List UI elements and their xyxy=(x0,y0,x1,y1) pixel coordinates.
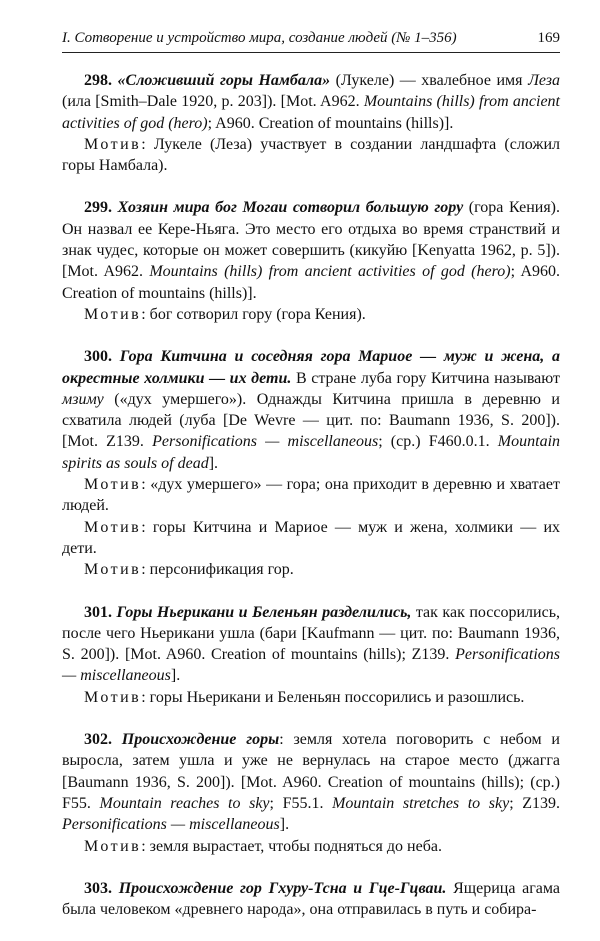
entry-heading: Происхождение горы xyxy=(121,731,280,749)
entry-heading: Горы Ньерикани и Беленьян разделились, xyxy=(116,603,412,621)
entry-number: 299. xyxy=(84,199,112,217)
entry-body-italic: Personifications — miscellaneous xyxy=(62,816,280,834)
entry-body: ]. xyxy=(208,454,219,472)
entry-text xyxy=(62,602,560,687)
motif-text: : горы Китчина и Мариое — муж и жена, холмики — их дети. xyxy=(62,518,560,557)
motif-text: : горы Ньерикани и Беленьян поссорились и разошлись. xyxy=(141,688,525,706)
motif-text: : Лукеле (Леза) участвует в создании ландшафта (сложил горы Намбала). xyxy=(62,135,560,175)
entry-body: (Лукеле) — хвалебное имя xyxy=(330,72,529,89)
entry-text xyxy=(62,729,560,835)
entry-body-italic: Леза xyxy=(528,72,561,89)
entry-body-italic: Mountains (hills) from ancient activities of god (hero) xyxy=(149,263,511,281)
entry-300 xyxy=(62,346,560,580)
entry-body: В стране луба гору Китчина называют xyxy=(291,369,561,387)
entry-body-italic: Personifications — miscellaneous xyxy=(152,433,379,451)
entry-body: («дух умершего»). Однажды Китчина пришла в деревню и схватила людей (луба [De Wevre — цит. по: Baumann 1936, S. 200]). [Mot. Z139. xyxy=(62,390,560,451)
motif-label: Мотив xyxy=(84,305,142,323)
motif-label: Мотив xyxy=(84,476,142,494)
motif-label: Мотив xyxy=(84,837,142,855)
motif-text: : персонификация гор. xyxy=(141,561,294,579)
entry-body: так как поссорились, после чего Ньерикани ушла (бари [Kaufmann — цит. по: Baumann 1936, S. 200]). [Mot. A960. Creation of mountains (hills); Z139. xyxy=(62,603,561,664)
running-header xyxy=(62,30,560,53)
entry-body: ; Z139. xyxy=(509,794,561,812)
entry-body-italic: Mountain stretches to sky xyxy=(332,794,510,812)
entry-body: ; F55.1. xyxy=(269,794,333,812)
motif-line xyxy=(62,517,560,560)
page-body xyxy=(62,70,560,941)
motif-line xyxy=(62,134,560,177)
running-title: I. Сотворение и устройство мира, создание людей (№ 1–356) xyxy=(62,30,457,46)
entry-301 xyxy=(62,602,560,708)
motif-label: Мотив xyxy=(84,135,142,153)
entry-body: ; (ср.) F460.0.1. xyxy=(378,433,498,451)
motif-line xyxy=(62,559,560,580)
entry-number: 298. xyxy=(84,72,112,89)
motif-label: Мотив xyxy=(84,561,142,579)
entry-body: (ила [Smith–Dale 1920, p. 203]). [Mot. A962. xyxy=(62,93,364,111)
motif-text: : бог сотворил гору (гора Кения). xyxy=(141,305,366,323)
entry-number: 302. xyxy=(84,731,112,749)
entry-heading: Хозяин мира бог Могаи сотворил большую гору xyxy=(117,199,464,217)
entry-body-italic: мзиму xyxy=(62,390,104,408)
entry-text xyxy=(62,197,560,303)
entry-299 xyxy=(62,197,560,325)
entry-number: 303. xyxy=(84,879,112,897)
page-number: 169 xyxy=(537,30,560,46)
entry-number: 301. xyxy=(84,603,112,621)
entry-body: ; A960. Creation of mountains (hills)]. xyxy=(207,114,454,132)
entry-heading: Происхождение гор Гхуру-Тсна и Гце-Гцваи. xyxy=(118,879,447,897)
entry-body: (гора Кения). Он назвал ее Кере-Ньяга. Это место его отдыха во время странствий и знак чудес, которые он может совершить (кикуйю [Kenyatta 1962, p. 5]). [Mot. A962. xyxy=(62,199,561,281)
entry-text xyxy=(62,70,560,134)
motif-line xyxy=(62,687,560,708)
entry-303 xyxy=(62,878,560,921)
entry-body: : земля хотела поговорить с небом и выросла, затем ушла и уже не вернулась на старое место (джагга [Baumann 1936, S. 200]). [Mot. A960. Creation of mountains (hills); (ср.) F55. xyxy=(62,731,560,812)
entry-body-italic: Mountain reaches to sky xyxy=(99,794,270,812)
entry-text xyxy=(62,878,560,921)
entry-298 xyxy=(62,70,560,176)
entry-body-italic: Mountains (hills) from ancient activities of god (hero) xyxy=(62,93,560,132)
entry-body: ; A960. Creation of mountains (hills)]. xyxy=(62,263,561,302)
motif-line xyxy=(62,836,560,857)
motif-label: Мотив xyxy=(84,518,142,536)
entry-302 xyxy=(62,729,560,857)
entry-number: 300. xyxy=(84,348,112,366)
entry-heading: «Сложивший горы Намбала» xyxy=(117,72,331,89)
motif-line xyxy=(62,304,560,325)
motif-text: : «дух умершего» — гора; она приходит в деревню и хватает людей. xyxy=(62,476,560,515)
entry-heading: Гора Китчина и соседняя гора Мариое — муж и жена, а окрестные холмики — их дети. xyxy=(62,348,561,387)
entry-text xyxy=(62,346,560,474)
motif-line xyxy=(62,474,560,517)
motif-label: Мотив xyxy=(84,688,142,706)
entry-body: ]. xyxy=(279,816,290,834)
entry-body-italic: Personifications — miscellaneous xyxy=(62,646,560,685)
entry-body: ]. xyxy=(170,667,181,685)
entry-body: Ящерица агама была человеком «древнего народа», она отправилась в путь и собира- xyxy=(62,879,561,919)
motif-text: : земля вырастает, чтобы подняться до неба. xyxy=(141,837,442,855)
entry-body-italic: Mountain spirits as souls of dead xyxy=(62,433,561,472)
